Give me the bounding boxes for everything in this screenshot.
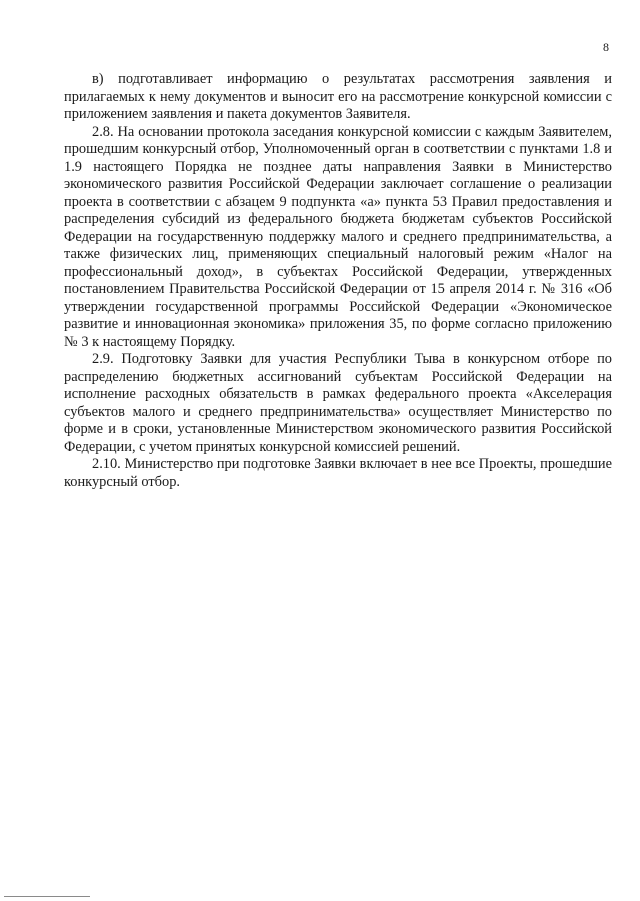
paragraph-2-8: 2.8. На основании протокола заседания конкурсной комиссии с каждым Заявителем, прошедшим конкурсный отбор, Уполномоченный орган в соответствии с пунктами 1.8 и 1.9 настоящего Порядка не позднее даты направления Заявки в Министерство экономического развития Российской Федерации заключает соглашение о реализации проекта в соответствии с абзацем 9 подпункта «а» пункта 53 Правил предоставления и распределения субсидий из федерального бюджета бюджетам субъектов Российской Федерации на государственную поддержку малого и среднего предпринимательства, а также физических лиц, применяющих специальный налоговый режим «Налог на профессиональный доход», в субъектах Российской Федерации, утвержденных постановлением Правительства Российской Федерации от 15 апреля 2014 г. № 316 «Об утверждении государственной программы Российской Федерации «Экономическое развитие и инновационная экономика» приложения 35, по форме согласно приложению № 3 к настоящему Порядку. xyxy=(64,123,612,350)
paragraph-item-v: в) подготавливает информацию о результатах рассмотрения заявления и прилагаемых к нему документов и выносит его на рассмотрение конкурсной комиссии с приложением заявления и пакета документов Заявителя. xyxy=(64,71,612,122)
page-number: 8 xyxy=(603,40,609,54)
scan-edge-line xyxy=(4,896,90,897)
paragraph-2-9: 2.9. Подготовку Заявки для участия Республики Тыва в конкурсном отборе по распределению бюджетных ассигнований субъектам Российской Федерации на исполнение расходных обязательств в рамках федерального проекта «Акселерация субъектов малого и среднего предпринимательства» осуществляет Министерство по форме и в сроки, установленные Министерством экономического развития Российской Федерации, с учетом принятых конкурсной комиссией решений. xyxy=(64,351,612,455)
paragraph-2-10: 2.10. Министерство при подготовке Заявки включает в нее все Проекты, прошедшие конкурсный отбор. xyxy=(64,456,612,490)
document-body xyxy=(64,71,612,491)
